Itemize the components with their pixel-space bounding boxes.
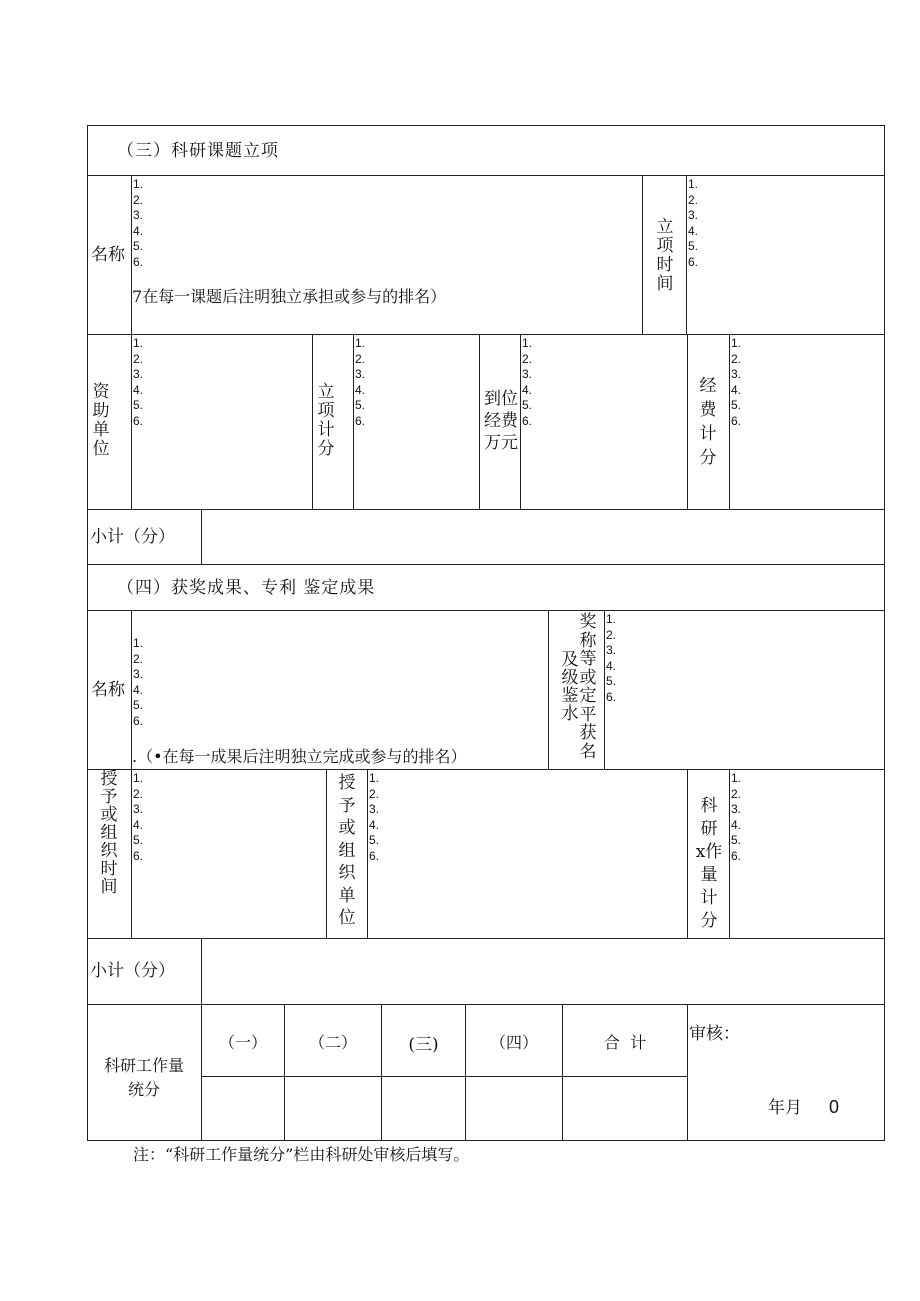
review-date: 年月 [768, 1098, 802, 1118]
section3-name-label: 名称 [91, 245, 125, 265]
section4-title: （四）获奖成果、专利 鉴定成果 [117, 578, 376, 598]
form-frame [87, 125, 885, 1141]
section4-workload-list: 1. 2. 3. 4. 5. 6. [731, 771, 742, 863]
review-label: 审核： [689, 1024, 740, 1044]
section3-sponsor-label: 资 助 单 位 [92, 382, 110, 459]
section3-title: （三）科研课题立项 [117, 141, 279, 161]
section4-name-list: 1. 2. 3. 4. 5. 6. [133, 636, 144, 728]
summary-col-4: （四） [489, 1033, 538, 1052]
section3-time-label: 立 项 时 间 [656, 217, 674, 294]
section4-award-label-right: 奖 称 等 或 定 平 获 名 [579, 612, 597, 762]
section3-funds-score-list: 1. 2. 3. 4. 5. 6. [731, 336, 742, 428]
review-date-zero: 0 [829, 1097, 840, 1117]
section4-grant-time-label: 授 予 或 组 织 时 间 [100, 769, 118, 897]
summary-label: 科研工作量 统分 [103, 1056, 184, 1099]
summary-col-2: （二） [308, 1033, 357, 1052]
section4-award-list: 1. 2. 3. 4. 5. 6. [606, 612, 617, 704]
section4-name-note: .（•在每一成果后注明独立完成或参与的排名） [132, 747, 467, 766]
section3-funds-list: 1. 2. 3. 4. 5. 6. [522, 336, 533, 428]
section4-workload-label: 科 研 x作 量 计 分 [695, 796, 723, 931]
section4-grant-unit-label: 授 予 或 组 织 单 位 [338, 773, 356, 928]
section3-funds-label: 到位 经费 万元 [484, 389, 518, 453]
section4-grant-time-list: 1. 2. 3. 4. 5. 6. [133, 771, 144, 863]
section3-name-note: 7在每一课题后注明独立承担或参与的排名） [132, 287, 447, 306]
footnote: 注：“科研工作量统分”栏由科研处审核后填写。 [133, 1145, 470, 1164]
section4-award-label-left: 及 级 鉴 水 [561, 650, 579, 724]
section3-score-list: 1. 2. 3. 4. 5. 6. [355, 336, 366, 428]
summary-total: 合 计 [603, 1033, 647, 1052]
section3-funds-score-label: 经 费 计 分 [699, 376, 717, 468]
section4-name-label: 名称 [91, 680, 125, 700]
section3-name-list: 1. 2. 3. 4. 5. 6. [133, 177, 144, 269]
section4-grant-unit-list: 1. 2. 3. 4. 5. 6. [369, 771, 380, 863]
section3-sponsor-list: 1. 2. 3. 4. 5. 6. [133, 336, 144, 428]
section4-subtotal: 小计（分） [90, 961, 175, 981]
section3-subtotal: 小计（分） [90, 527, 175, 547]
summary-col-3: (三) [408, 1035, 439, 1055]
section3-time-list: 1. 2. 3. 4. 5. 6. [688, 177, 699, 269]
section3-score-label: 立 项 计 分 [317, 382, 335, 459]
summary-col-1: （一） [218, 1033, 267, 1052]
